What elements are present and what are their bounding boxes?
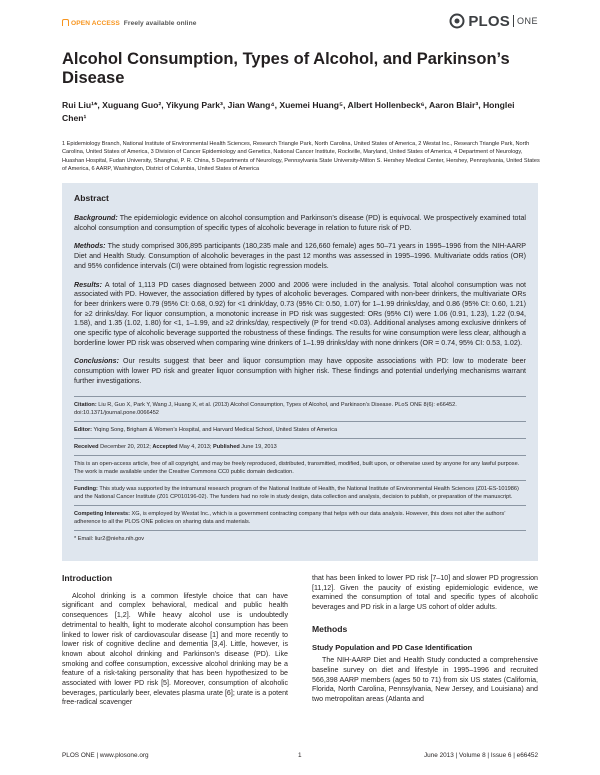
meta-divider xyxy=(74,480,526,481)
methods-label: Methods: xyxy=(74,242,106,251)
published-text: June 19, 2013 xyxy=(239,443,277,450)
meta-divider xyxy=(74,421,526,422)
citation-line xyxy=(74,401,526,417)
study-population-paragraph: The NIH-AARP Diet and Health Study conducted a comprehensive baseline survey on diet and lifestyle in 1995–1996 and recruited 566,398 AARP members (ages 50 to 71) from six US states (California, Florida, North Carolina, Pennsylvania, New Jersey, and Louisiana) and two metropolitan areas (Atlanta and xyxy=(312,656,538,704)
abstract-background xyxy=(74,214,526,233)
competing-text: XG, is employed by Westat Inc., which is a government contracting company that helps with our data analysis. However, this does not alter the authors’ adherence to all the PLOS ONE policies on sharing data and materials. xyxy=(74,510,506,525)
left-column xyxy=(62,574,288,708)
journal-header xyxy=(62,12,538,40)
meta-divider xyxy=(74,455,526,456)
introduction-heading: Introduction xyxy=(62,573,113,583)
plos-mark-icon xyxy=(449,13,465,29)
results-label: Results: xyxy=(74,280,102,289)
received-text: December 20, 2012; xyxy=(98,443,153,450)
open-access-label: OPEN ACCESS xyxy=(71,20,120,27)
funding-text: This study was supported by the intramural research program of the National Institute of Health, the National Institute of Environmental Health Sciences (Z01-ES-101986) and the National Cancer Institute (Z01 CP010196-02). The funders had no role in study design, data collection and analysis, decision to publish, or preparation of the manuscript. xyxy=(74,485,519,500)
editor-text: Yiqing Song, Brigham & Women’s Hospital, and Harvard Medical School, United States of America xyxy=(92,426,338,433)
conclusions-label: Conclusions: xyxy=(74,357,119,366)
open-access-banner xyxy=(62,19,196,27)
meta-divider xyxy=(74,396,526,397)
citation-text: Liu R, Guo X, Park Y, Wang J, Huang X, et al. (2013) Alcohol Consumption, Types of Alcohol, and Parkinson’s Disease. PLoS ONE 8(6): e66452. doi:10.1371/journal.pone.0066452 xyxy=(74,401,457,416)
competing-interests-line xyxy=(74,510,526,526)
abstract-panel xyxy=(62,183,538,561)
author-list: Rui Liu¹*, Xuguang Guo², Yikyung Park³, Jian Wang⁴, Xuemei Huang⁵, Albert Hollenbeck⁶, Aaron Blair³, Honglei Chen¹ xyxy=(62,100,515,123)
accepted-text: May 4, 2013; xyxy=(177,443,214,450)
published-label: Published xyxy=(213,443,240,450)
page-number: 1 xyxy=(298,752,302,759)
background-label: Background: xyxy=(74,214,118,222)
funding-label: Funding: xyxy=(74,485,98,492)
logo-divider xyxy=(513,15,514,27)
affiliations: 1 Epidemiology Branch, National Institute of Environmental Health Sciences, Research Triangle Park, North Carolina, United States of America, 2 Westat Inc., Research Triangle Park, North Carolina, United States of America, 3 Division of Cancer Epidemiology and Genetics, National Cancer Institute, Rockville, Maryland, United States of America, 4 Department of Neurology, Huashan Hospital, Fudan University, Shanghai, P. R. China, 5 Departments of Neurology, Pennsylvania State University-Milton S. Hershey Medical Center, Hershey, Pennsylvania, United States of America, 6 AARP, Washington, District of Columbia, United States of America xyxy=(62,141,540,173)
abstract-conclusions xyxy=(74,357,526,386)
results-text: A total of 1,113 PD cases diagnosed between 2000 and 2006 were included in the analysis. Total alcohol consumption was not associated with PD. However, the association differed by types of alcoholic beverages. Compared with non-beer drinkers, the multivariate ORs for beer drinkers were 0.79 (95% CI: 0.68, 0.92) for <1 drink/day, 0.73 (95% CI: 0.50, 1.07) for 1–1.99 drinks/day, and 0.86 (95% CI: 0.60, 1.21) for ≥2 drinks/day. For liquor consumption, a monotonic increase in PD risk was suggested: ORs (95% CI) were 1.06 (0.91, 1.23), 1.22 (0.94, 1.58), and 1.35 (1.02, 1.80) for <1, 1–1.99, and ≥2 drinks/day, respectively (P for trend <0.03). Additional analyses among exclusive drinkers of one specific type of alcoholic beverage supported the robustness of these findings. The results for wine consumption were less clear, although a borderline lower PD risk was observed when comparing wine drinkers of 1–1.99 drinks/day with none drinkers (OR = 0.74, 95% CI: 0.53, 1.02). xyxy=(74,280,526,347)
background-text: The epidemiologic evidence on alcohol consumption and Parkinson’s disease (PD) is equivocal. We prospectively examined total alcohol consumption and consumption of specific types of alcoholic beverage in relation to future risk of PD. xyxy=(74,214,526,232)
introduction-paragraph: Alcohol drinking is a common lifestyle choice that can have significant and complex behavioral, medical and public health consequences [1,2]. While heavy alcohol use is undoubtedly detrimental to health, light to moderate alcohol consumption has been linked to lower risk of cardiovascular disease [1] and more recently to lower risk of cognitive decline and dementia [3,4]. Little, however, is known about alcohol drinking and Parkinson’s disease (PD). Like smoking and coffee consumption, excessive alcohol drinking may be a feature of a risk-taking personality that has been hypothesized to be associated with lower PD risk [5]. Moreover, consumption of alcoholic beverages, particularly beer, elevates plasma urate [6]; urate is a potent free-radical scavenger xyxy=(62,591,288,707)
footer-journal-url[interactable]: PLOS ONE | www.plosone.org xyxy=(62,752,149,759)
dates-line xyxy=(74,443,526,451)
meta-divider xyxy=(74,530,526,531)
citation-label: Citation: xyxy=(74,401,97,408)
methods-heading: Methods xyxy=(312,623,348,634)
one-wordmark: ONE xyxy=(516,16,538,26)
meta-divider xyxy=(74,438,526,439)
open-lock-icon xyxy=(62,19,69,26)
freely-available-label: Freely available online xyxy=(123,20,197,27)
email-line[interactable]: * Email: liur2@niehs.nih.gov xyxy=(74,535,145,542)
competing-label: Competing Interests: xyxy=(74,510,130,517)
meta-divider xyxy=(74,505,526,506)
article-title: Alcohol Consumption, Types of Alcohol, and Parkinson’s Disease xyxy=(62,50,510,87)
plos-one-logo[interactable] xyxy=(449,12,538,30)
plos-wordmark: PLOS xyxy=(468,12,510,30)
introduction-continued: that has been linked to lower PD risk [7–10] and slower PD progression [11,12]. Given the paucity of existing epidemiologic evidence, we examined the consumption of total and specific types of alcoholic beverages and PD risk in a large US cohort of older adults. xyxy=(312,574,538,612)
methods-text: The study comprised 306,895 participants (180,235 male and 126,660 female) ages 50–71 years in 1995–1996 from the NIH-AARP Diet and Health Study. Consumption of alcoholic beverages in the past 12 months was assessed in 1995–1996. Multivariate odds ratios (OR) and 95% confidence intervals (CI) were obtained from logistic regression models. xyxy=(74,242,526,270)
right-column xyxy=(312,574,538,705)
editor-line xyxy=(74,426,526,434)
accepted-label: Accepted xyxy=(152,443,178,450)
conclusions-text: Our results suggest that beer and liquor consumption may have opposite associations with PD: low to moderate beer consumption with lower PD risk and greater liquor consumption with higher risk. These findings and potential underlying mechanisms warrant further investigations. xyxy=(74,357,526,385)
received-label: Received xyxy=(74,443,99,450)
funding-line xyxy=(74,485,526,501)
license-line: This is an open-access article, free of all copyright, and may be freely reproduced, distributed, transmitted, modified, built upon, or otherwise used by anyone for any lawful purpose. The work is made available under the Creative Commons CC0 public domain dedication. xyxy=(74,460,520,475)
editor-label: Editor: xyxy=(74,426,93,433)
abstract-results xyxy=(74,281,526,349)
abstract-heading: Abstract xyxy=(74,193,109,203)
footer-issue-info: June 2013 | Volume 8 | Issue 6 | e66452 xyxy=(423,752,538,759)
abstract-methods xyxy=(74,242,526,271)
study-population-heading: Study Population and PD Case Identification xyxy=(312,642,473,652)
